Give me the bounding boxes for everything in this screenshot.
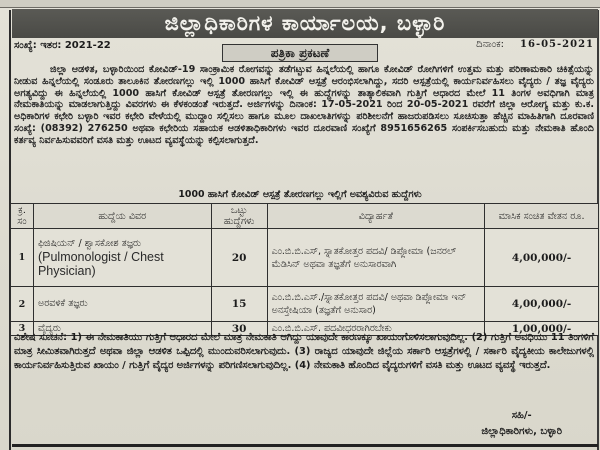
bottom-border-rule (12, 444, 598, 447)
post-name-kannada: ಫಿಜಿಷಿಯನ್ / ಶ್ವಾಸಕೋಶ ತಜ್ಞರು (37, 237, 142, 249)
notes-title: ವಿಶೇಷ ಸೂಚನೆ: (14, 332, 68, 343)
announcement-text: ಜಿಲ್ಲಾ ಆಡಳಿತ, ಬಳ್ಳಾರಿಯಿಂದ ಕೋವಿಡ್-19 ಸಾಂಕ್ರಾಮಿಕ ರೋಗವನ್ನು ತಡೆಗಟ್ಟುವ ಹಿನ್ನಲೆಯಲ್ಲಿ ಹಾಗೂ ಕೋವಿಡ್ ರೋಗಿಗಳಿಗೆ ಉತ್ತಮ ಮತ್ತು ಪರಿಣಾಮಕಾರಿ ಚಿಕಿತ್ಸೆಯನ್ನು ನೀಡುವ ಹಿನ್ನಲೆಯಲ್ಲಿ ಸಂಡೂರು ತಾಲೂಕಿನ ತೋರಣಗಲ್ಲು ಇಲ್ಲಿ 1000 ಹಾಸಿಗೆ ಕೋವಿಡ್ ಆಸ್ಪತ್ರೆ ಆರಂಭಿಸಲಾಗಿದ್ದು, ಸದರಿ ಆಸ್ಪತ್ರೆಯಲ್ಲಿ ಕಾರ್ಯನಿರ್ವಹಿಸಲು ವೈದ್ಯರು / ತಜ್ಞ ವೈದ್ಯರು ಅಗತ್ಯವಿದ್ದು ಈ ಹಿನ್ನಲೆಯಲ್ಲಿ 1000 ಹಾಸಿಗೆ ಕೋವಿಡ್ ಆಸ್ಪತ್ರೆ ತೋರಣಗಲ್ಲು ಇಲ್ಲಿ ಈ ಹುದ್ದೆಗಳನ್ನು ತಾತ್ಕಾಲಿಕವಾಗಿ ಗುತ್ತಿಗೆ ಆಧಾರದ ಮೇಲೆ 11 ತಿಂಗಳ ಅವಧಿಗಾಗಿ ಮಾತ್ರ ನೇಮಕಾತಿಯನ್ನು ಮಾಡಲಾಗುತ್ತಿದ್ದು ವಿವರಗಳು ಈ ಕೆಳಕಂಡಂತೆ ಇರುತ್ತದೆ. ಅರ್ಜಿಗಳನ್ನು ದಿನಾಂಕ: 17-05-2021 ರಿಂದ 20-05-2021 ರವರೆಗೆ ಜಿಲ್ಲಾ ಆರೋಗ್ಯ ಮತ್ತು ಕು.ಕ. ಅಧಿಕಾರಿಗಳ ಕಛೇರಿ ಬಳ್ಳಾರಿ ಇವರ ಕಛೇರಿ ವೇಳೆಯಲ್ಲಿ ಮುದ್ದಾಂ ಸಲ್ಲಿಸಲು ಹಾಗೂ ಮೂಲ ದಾಖಲಾತಿಗಳನ್ನು ಪರಿಶೀಲನೆಗೆ ಹಾಜರುಪಡಿಸಲು ಸೂಚಿಸುತ್ತಾ ಹೆಚ್ಚಿನ ಮಾಹಿತಿಗಾಗಿ ದೂರವಾಣಿ ಸಂಖ್ಯೆ: (08392) 276250 ಅಥವಾ ಕಛೇರಿಯ ಸಹಾಯಕ ಆಡಳಿತಾಧಿಕಾರಿಗಳು ಇವರ ದೂರವಾಣಿ ಸಂಖ್ಯೆಗೆ 8951656265 ಸಂಪರ್ಕಿಸಬಹುದು ಮತ್ತು ನೇಮಕಾತಿ ಹೊಂದಿ ಕರ್ತವ್ಯ ನಿರ್ವಹಿಸುವವರಿಗೆ ವಸತಿ ಮತ್ತು ಊಟದ ವ್ಯವಸ್ಥೆಯನ್ನು ಕಲ್ಪಿಸಲಾಗುತ್ತದೆ. (14, 64, 594, 146)
press-release-label: ಪತ್ರಿಕಾ ಪ್ರಕಟಣೆ (270, 45, 330, 60)
row-sl-no: 1 (11, 229, 34, 287)
posts-heading: 1000 ಹಾಸಿಗೆ ಕೋವಿಡ್ ಆಸ್ಪತ್ರೆ ತೋರಣಗಲ್ಲು ಇಲ್ಲಿಗೆ ಅವಶ್ಯವಿರುವ ಹುದ್ದೆಗಳು (178, 189, 422, 200)
special-notes (14, 331, 594, 373)
row-salary: 1,00,000/- (485, 322, 599, 336)
press-release-box (222, 44, 378, 62)
row-count: 20 (211, 229, 267, 287)
row-salary: 4,00,000/- (485, 229, 599, 287)
top-edge-strip (0, 0, 600, 8)
announcement-paragraph (14, 64, 594, 147)
table-row (11, 229, 599, 287)
header-sl-no: ಕ್ರ. ಸಂ (11, 204, 34, 229)
table-header-row (11, 204, 599, 229)
signature-authority: ಜಿಲ್ಲಾಧಿಕಾರಿಗಳು, ಬಳ್ಳಾರಿ (481, 426, 562, 437)
row-count: 15 (211, 287, 267, 322)
date-label: ದಿನಾಂಕ: (476, 39, 505, 50)
reference-number: ಸಂಖ್ಯೆ: ಇತರ: 2021-22 (14, 40, 111, 51)
row-qualification: ಎಂ.ಬಿ.ಬಿ.ಎಸ್, ಸ್ನಾತಕೋತ್ತರ ಪದವಿ/ ಡಿಪ್ಲೋಮಾ (ಜನರಲ್ ಮೆಡಿಸಿನ್ ಅಥವಾ ತಜ್ಞತೆಗೆ ಅನುಸಾರವಾಗಿ (267, 229, 485, 287)
post-name-kannada: ವೈದ್ಯರು (37, 322, 61, 334)
row-qualification: ಎಂ.ಬಿ.ಬಿ.ಎಸ್./ಸ್ನಾತಕೋತ್ತರ ಪದವಿ/ ಅಥವಾ ಡಿಪ್ಲೋಮಾ ಇನ್ ಅನಸ್ತೇಷಿಯಾ (ತಜ್ಞತೆಗೆ ಅನುಸಾರ) (267, 287, 485, 322)
header-post: ಹುದ್ದೆಯ ವಿವರ (33, 204, 211, 229)
row-qualification: ಎಂ.ಬಿ.ಬಿ.ಎಸ್. ಪದವೀಧರರಾಗಿರಬೇಕು (267, 322, 485, 336)
date-block (476, 39, 594, 50)
row-sl-no: 3 (11, 322, 34, 336)
office-title-banner (12, 9, 598, 38)
header-qualification: ವಿದ್ಯಾರ್ಹತೆ (267, 204, 485, 229)
office-title: ಜಿಲ್ಲಾಧಿಕಾರಿಗಳ ಕಾರ್ಯಾಲಯ, ಬಳ್ಳಾರಿ (164, 11, 446, 35)
header-count: ಒಟ್ಟು ಹುದ್ದೆಗಳು (211, 204, 267, 229)
notes-text: 1) ಈ ನೇಮಕಾತಿಯು ಗುತ್ತಿಗೆ ಆಧಾರದ ಮೇಲೆ ಮಾತ್ರ ನೇಮಕಾತಿ ಆಗಿದ್ದು ಯಾವುದೇ ಕಾರಣಕ್ಕೂ ಖಾಯಂಗೊಳಿಸಲಾಗುವುದಿಲ್ಲ. (2) ಗುತ್ತಿಗೆ ಅವಧಿಯು 11 ತಿಂಗಳಿಗೆ ಮಾತ್ರ ಸೀಮಿತವಾಗಿರುತ್ತದೆ ಅಥವಾ ಜಿಲ್ಲಾ ಆಡಳಿತ ಒಪ್ಪಿದಲ್ಲಿ ಮುಂದುವರಿಸಲಾಗುವುದು. (3) ರಾಜ್ಯದ ಯಾವುದೇ ಜಿಲ್ಲೆಯ ಸರ್ಕಾರಿ ಆಸ್ಪತ್ರೆಗಳಲ್ಲಿ / ಸರ್ಕಾರಿ ವೈದ್ಯಕೀಯ ಕಾಲೇಜುಗಳಲ್ಲಿ ಕಾರ್ಯನಿರ್ವಹಿಸುತ್ತಿರುವ ಖಾಯಂ / ಗುತ್ತಿಗೆ ವೈದ್ಯರ ಅರ್ಜಿಗಳನ್ನು ಪರಿಗಣಿಸಲಾಗುವುದಿಲ್ಲ. (4) ನೇಮಕಾತಿ ಹೊಂದಿದ ವೈದ್ಯರುಗಳಿಗೆ ವಸತಿ ಮತ್ತು ಊಟದ ವ್ಯವಸ್ಥೆ ಇರುತ್ತದೆ. (14, 332, 594, 371)
vacancy-table (10, 203, 599, 336)
row-post (33, 287, 211, 322)
row-count: 30 (211, 322, 267, 336)
date-value: 16-05-2021 (520, 39, 594, 50)
header-salary: ಮಾಸಿಕ ಸಂಚಿತ ವೇತನ ರೂ. (485, 204, 599, 229)
row-post (33, 229, 211, 287)
table-row (11, 287, 599, 322)
post-name-kannada: ಅರವಳಿಕೆ ತಜ್ಞರು (37, 298, 88, 309)
post-name-english: (Pulmonologist / Chest Physician) (37, 249, 164, 278)
signature-block (481, 408, 562, 440)
row-sl-no: 2 (11, 287, 34, 322)
signature-sd: ಸಹಿ/- (511, 410, 532, 421)
row-salary: 4,00,000/- (485, 287, 599, 322)
